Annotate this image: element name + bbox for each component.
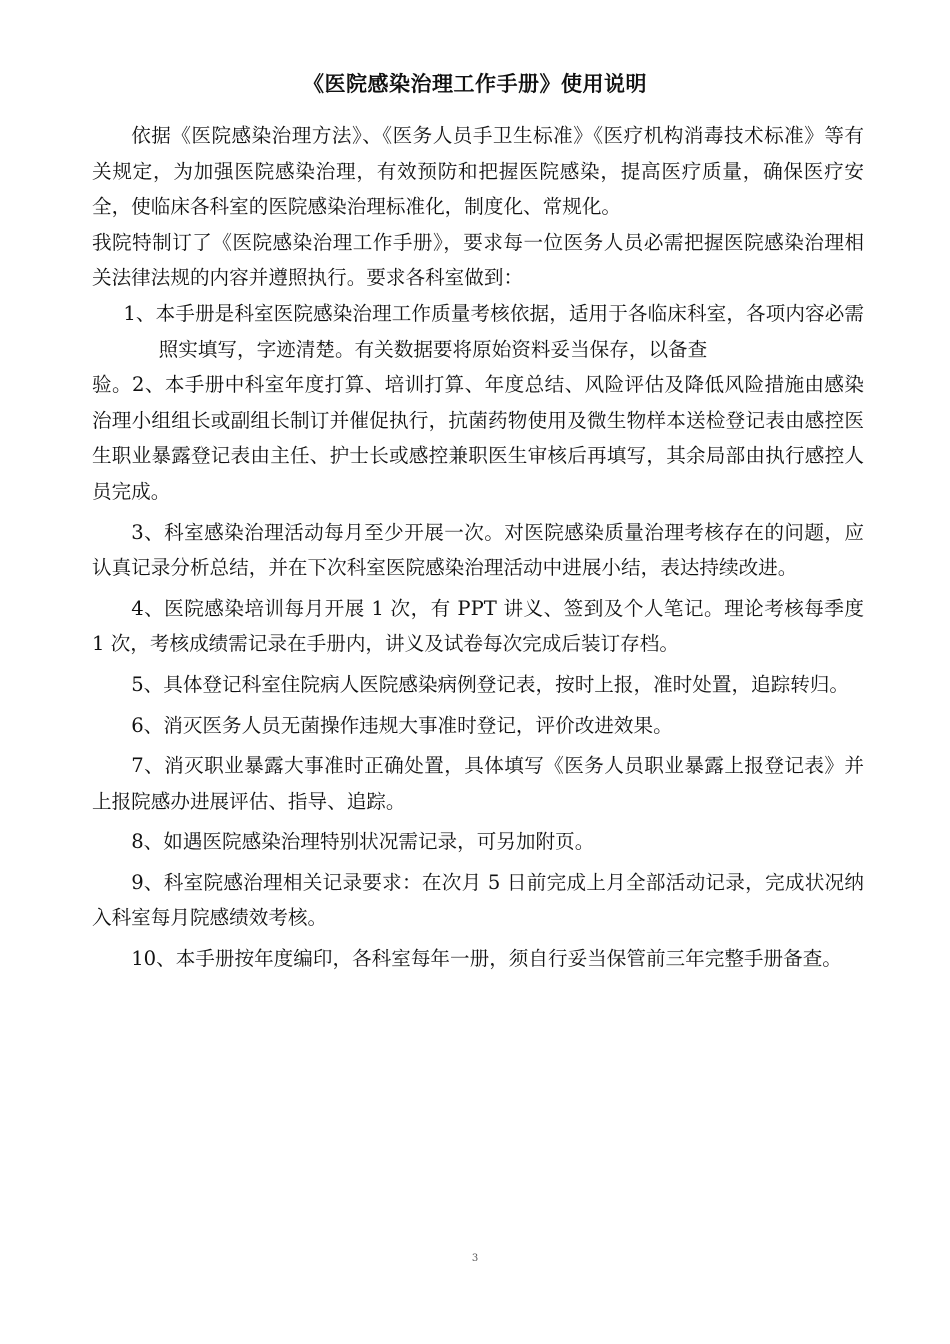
paragraph-item-3: 3、科室感染治理活动每月至少开展一次。对医院感染质量治理考核存在的问题，应认真记录分析总结，并在下次科室医院感染治理活动中进展小结，表达持续改进。 xyxy=(92,520,864,580)
document-body xyxy=(92,118,864,977)
paragraph-item-5: 5、具体登记科室住院病人医院感染病例登记表，按时上报，准时处置，追踪转归。 xyxy=(131,672,850,696)
document-title: 《医院感染治理工作手册》使用说明 xyxy=(303,72,647,96)
paragraph-item-4: 4、医院感染培训每月开展 1 次，有 PPT 讲义、签到及个人笔记。理论考核每季度 1 次，考核成绩需记录在手册内，讲义及试卷每次完成后装订存档。 xyxy=(92,596,864,656)
paragraph-item-6: 6、消灭医务人员无菌操作违规大事准时登记，评价改进效果。 xyxy=(131,713,673,737)
paragraph-item-8: 8、如遇医院感染治理特别状况需记录，可另加附页。 xyxy=(131,830,595,854)
paragraph-item-2: 验。2、本手册中科室年度打算、培训打算、年度总结、风险评估及降低风险措施由感染治理小组组长或副组长制订并催促执行，抗菌药物使用及微生物样本送检登记表由感控医生职业暴露登记表由主任、护士长或感控兼职医生审核后再填写，其余局部由执行感控人员完成。 xyxy=(92,373,864,503)
paragraph-item-10: 10、本手册按年度编印，各科室每年一册，须自行妥当保管前三年完整手册备查。 xyxy=(131,947,842,971)
paragraph-item-7: 7、消灭职业暴露大事准时正确处置，具体填写《医务人员职业暴露上报登记表》并上报院感办进展评估、指导、追踪。 xyxy=(92,754,864,813)
paragraph-item-9: 9、科室院感治理相关记录要求：在次月 5 日前完成上月全部活动记录，完成状况纳入科室每月院感绩效考核。 xyxy=(92,870,864,930)
paragraph-item-1: 1、本手册是科室医院感染治理工作质量考核依据，适用于各临床科室，各项内容必需照实填写，字迹清楚。有关数据要将原始资料妥当保存，以备查 xyxy=(123,301,864,361)
paragraph-intro: 依据《医院感染治理方法》、《医务人员手卫生标准》《医疗机构消毒技术标准》等有关规定，为加强医院感染治理，有效预防和把握医院感染，提高医疗质量，确保医疗安全，使临床各科室的医院感染治理标准化，制度化、常规化。 xyxy=(92,124,864,219)
paragraph-requirements: 我院特制订了《医院感染治理工作手册》，要求每一位医务人员必需把握医院感染治理相关法律法规的内容并遵照执行。要求各科室做到： xyxy=(92,230,864,290)
page-number: 3 xyxy=(471,1253,479,1264)
